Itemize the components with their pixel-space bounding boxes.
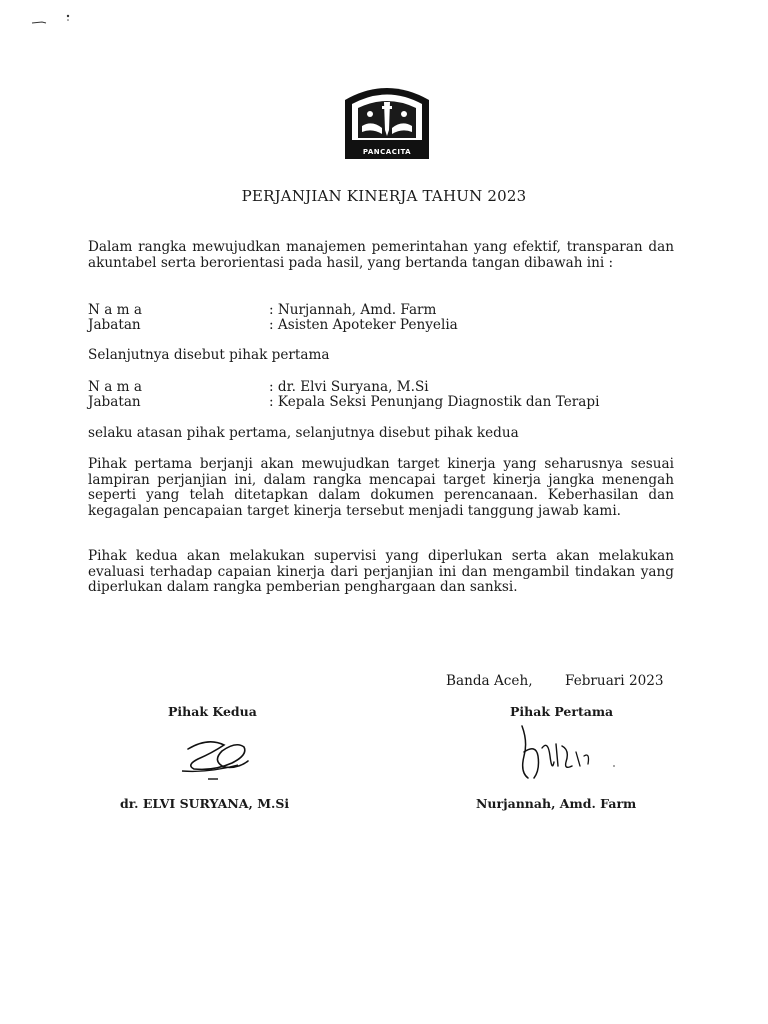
place: Banda Aceh, <box>446 673 533 689</box>
commitment-paragraph: Pihak pertama berjanji akan mewujudkan target kinerja yang seharusnya sesuai lampiran perjanjian ini, dalam rangka mencapai target kinerja jangka menengah seperti yang telah ditetapkan dalam dokumen perencanaan. Keberhasilan dan kegagalan pencapaian target kinerja tersebut menjadi tanggung jawab kami. <box>88 456 674 519</box>
name-value: : Nurjannah, Amd. Farm <box>269 302 437 318</box>
name-label: N a m a <box>88 302 142 318</box>
supervision-paragraph: Pihak kedua akan melakukan supervisi yang diperlukan serta akan melakukan evaluasi terhadap capaian kinerja dari perjanjian ini dan mengambil tindakan yang diperlukan dalam rangka pemberian penghargaan dan sanksi. <box>88 548 674 595</box>
second-party-position-row <box>88 395 688 411</box>
first-party-position-row <box>88 318 688 334</box>
left-signatory-name: dr. ELVI SURYANA, M.Si <box>120 796 290 811</box>
right-signature-heading: Pihak Pertama <box>510 704 614 719</box>
second-party-note: selaku atasan pihak pertama, selanjutnya disebut pihak kedua <box>88 425 519 441</box>
first-party-note: Selanjutnya disebut pihak pertama <box>88 347 330 363</box>
left-signature <box>178 735 258 785</box>
institution-logo <box>344 82 430 160</box>
date: Februari 2023 <box>565 673 664 689</box>
position-label: Jabatan <box>88 317 141 333</box>
position-value: : Asisten Apoteker Penyelia <box>269 317 458 333</box>
scan-specks <box>28 12 88 28</box>
logo-banner-text: PANCACITA <box>362 148 412 156</box>
position-value: : Kepala Seksi Penunjang Diagnostik dan Terapi <box>269 394 600 410</box>
right-signature <box>510 722 620 784</box>
name-label: N a m a <box>88 379 142 395</box>
document-title: PERJANJIAN KINERJA TAHUN 2023 <box>241 187 527 205</box>
left-signature-heading: Pihak Kedua <box>168 704 257 719</box>
intro-paragraph: Dalam rangka mewujudkan manajemen pemerintahan yang efektif, transparan dan akuntabel serta berorientasi pada hasil, yang bertanda tangan dibawah ini : <box>88 239 674 271</box>
position-label: Jabatan <box>88 394 141 410</box>
name-value: : dr. Elvi Suryana, M.Si <box>269 379 429 395</box>
right-signatory-name: Nurjannah, Amd. Farm <box>476 796 637 811</box>
